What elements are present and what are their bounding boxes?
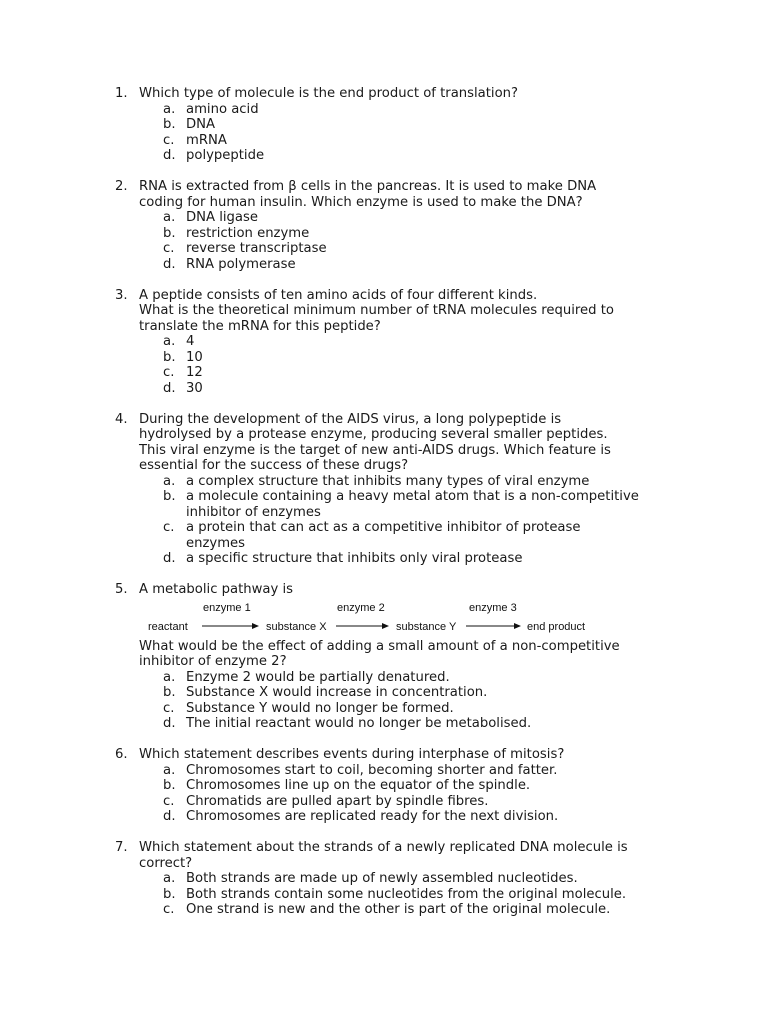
stem-line: Which statement describes events during interphase of mitosis?	[139, 747, 565, 762]
option-text: polypeptide	[186, 148, 265, 163]
option-label: b.	[163, 886, 176, 902]
question-stem	[139, 412, 679, 474]
stem-line: coding for human insulin. Which enzyme is used to make the DNA?	[139, 194, 583, 210]
option-a	[0, 670, 768, 686]
stem-line: Which type of molecule is the end product of translation?	[139, 86, 519, 101]
option-c	[0, 241, 768, 257]
option-b	[0, 685, 768, 701]
option-text: 12	[186, 365, 203, 380]
answer-options	[0, 871, 768, 918]
option-label: d.	[163, 148, 176, 163]
option-text: Chromosomes are replicated ready for the next division.	[186, 809, 559, 824]
metabolic-pathway-diagram	[139, 600, 599, 638]
arrowhead-icon	[382, 623, 389, 629]
option-label: d.	[163, 380, 176, 396]
question-4	[0, 412, 768, 567]
arrowhead-icon	[252, 623, 259, 629]
question-number: 6.	[115, 747, 128, 762]
stem-line: inhibitor of enzyme 2?	[139, 654, 287, 669]
stem-line: essential for the success of these drugs?	[139, 458, 409, 473]
option-text: Enzyme 2 would be partially denatured.	[186, 669, 450, 685]
option-c	[0, 701, 768, 717]
option-label: c.	[163, 365, 175, 380]
pathway-node-3: substance Y	[396, 620, 457, 633]
answer-options	[0, 763, 768, 825]
option-label: b.	[163, 117, 176, 132]
option-label: a.	[163, 210, 176, 225]
option-text: Chromosomes line up on the equator of the spindle.	[186, 778, 531, 793]
stem-line: What is the theoretical minimum number of tRNA molecules required to	[139, 303, 614, 318]
option-text: 4	[186, 334, 195, 349]
stem-line: What would be the effect of adding a small amount of a non-competitive	[139, 638, 620, 654]
option-c	[0, 520, 768, 551]
question-number: 5.	[115, 582, 128, 597]
stem-line: RNA is extracted from β cells in the pancreas. It is used to make DNA	[139, 179, 597, 194]
option-label: d.	[163, 256, 176, 272]
option-label: c.	[163, 700, 175, 716]
question-6	[0, 747, 768, 825]
answer-options	[0, 670, 768, 732]
option-text: restriction enzyme	[186, 225, 310, 241]
pathway-enzyme-1: enzyme 1	[203, 601, 251, 614]
option-text: DNA	[186, 117, 216, 132]
option-text: 10	[186, 349, 203, 365]
question-stem	[139, 86, 679, 102]
question-stem-continued	[139, 639, 679, 670]
question-number: 7.	[115, 840, 128, 855]
option-b	[0, 887, 768, 903]
option-a	[0, 334, 768, 350]
question-stem	[139, 840, 679, 871]
pathway-node-4: end product	[527, 620, 586, 633]
question-number: 2.	[115, 179, 128, 194]
option-text: amino acid	[186, 101, 259, 117]
stem-line: During the development of the AIDS virus, a long polypeptide is	[139, 411, 562, 427]
arrowhead-icon	[514, 623, 521, 629]
option-text: a complex structure that inhibits many types of viral enzyme	[186, 473, 590, 489]
option-c	[0, 365, 768, 381]
question-stem	[139, 747, 679, 763]
stem-line: translate the mRNA for this peptide?	[139, 318, 381, 334]
option-label: b.	[163, 778, 176, 793]
option-d	[0, 257, 768, 273]
stem-line: A peptide consists of ten amino acids of four different kinds.	[139, 287, 538, 303]
option-b	[0, 226, 768, 242]
option-label: a.	[163, 669, 176, 685]
question-stem	[139, 582, 679, 598]
question-2	[0, 179, 768, 272]
option-text: reverse transcriptase	[186, 241, 327, 256]
option-d	[0, 809, 768, 825]
question-5	[0, 582, 768, 732]
option-text: a molecule containing a heavy metal atom that is a non-competitive	[186, 489, 639, 504]
option-d	[0, 716, 768, 732]
option-a	[0, 474, 768, 490]
option-label: a.	[163, 473, 176, 489]
option-label: c.	[163, 902, 175, 917]
pathway-svg	[139, 600, 599, 638]
option-label: a.	[163, 871, 176, 886]
option-a	[0, 763, 768, 779]
pathway-node-1: reactant	[148, 620, 188, 633]
option-d	[0, 551, 768, 567]
option-label: b.	[163, 349, 176, 365]
option-label: d.	[163, 551, 176, 566]
option-text: The initial reactant would no longer be metabolised.	[186, 716, 532, 731]
stem-line: This viral enzyme is the target of new anti-AIDS drugs. Which feature is	[139, 442, 611, 458]
option-text: mRNA	[186, 132, 227, 148]
question-number: 3.	[115, 287, 128, 303]
option-c	[0, 133, 768, 149]
stem-line: correct?	[139, 855, 193, 871]
option-label: b.	[163, 225, 176, 241]
option-label: b.	[163, 489, 176, 504]
option-label: c.	[163, 793, 175, 809]
option-text: Substance Y would no longer be formed.	[186, 700, 454, 716]
pathway-enzyme-3: enzyme 3	[469, 601, 517, 614]
option-d	[0, 148, 768, 164]
option-label: a.	[163, 334, 176, 349]
question-3	[0, 288, 768, 397]
option-c	[0, 902, 768, 918]
option-a	[0, 871, 768, 887]
option-label: d.	[163, 716, 176, 731]
option-text: RNA polymerase	[186, 256, 296, 272]
question-number: 4.	[115, 411, 128, 427]
stem-line: Which statement about the strands of a newly replicated DNA molecule is	[139, 840, 628, 855]
option-b	[0, 778, 768, 794]
option-text: Both strands are made up of newly assembled nucleotides.	[186, 871, 578, 886]
question-sheet	[0, 86, 768, 933]
option-label: c.	[163, 132, 175, 148]
option-label: c.	[163, 520, 175, 535]
option-label: a.	[163, 762, 176, 778]
answer-options	[0, 210, 768, 272]
option-text: enzymes	[186, 535, 246, 551]
option-b	[0, 117, 768, 133]
option-text: a protein that can act as a competitive inhibitor of protease	[186, 520, 581, 535]
option-a	[0, 210, 768, 226]
question-stem	[139, 179, 679, 210]
question-1	[0, 86, 768, 164]
answer-options	[0, 474, 768, 567]
question-number: 1.	[115, 86, 128, 101]
option-b	[0, 489, 768, 520]
option-text: One strand is new and the other is part of the original molecule.	[186, 902, 611, 917]
option-label: c.	[163, 241, 175, 256]
option-text: Substance X would increase in concentration.	[186, 685, 488, 700]
option-text: a specific structure that inhibits only viral protease	[186, 551, 523, 566]
pathway-enzyme-2: enzyme 2	[337, 601, 385, 614]
option-label: b.	[163, 685, 176, 700]
option-text: DNA ligase	[186, 210, 258, 225]
option-label: d.	[163, 809, 176, 824]
question-7	[0, 840, 768, 918]
option-text: Both strands contain some nucleotides from the original molecule.	[186, 886, 627, 902]
stem-line: A metabolic pathway is	[139, 582, 294, 597]
option-b	[0, 350, 768, 366]
option-text: Chromatids are pulled apart by spindle fibres.	[186, 793, 489, 809]
answer-options	[0, 334, 768, 396]
question-stem	[139, 288, 679, 335]
answer-options	[0, 102, 768, 164]
option-a	[0, 102, 768, 118]
option-text: inhibitor of enzymes	[186, 504, 321, 520]
option-text: Chromosomes start to coil, becoming shorter and fatter.	[186, 762, 558, 778]
option-c	[0, 794, 768, 810]
option-label: a.	[163, 101, 176, 117]
option-text: 30	[186, 380, 203, 396]
stem-line: hydrolysed by a protease enzyme, producing several smaller peptides.	[139, 427, 608, 442]
option-d	[0, 381, 768, 397]
pathway-node-2: substance X	[266, 620, 327, 633]
